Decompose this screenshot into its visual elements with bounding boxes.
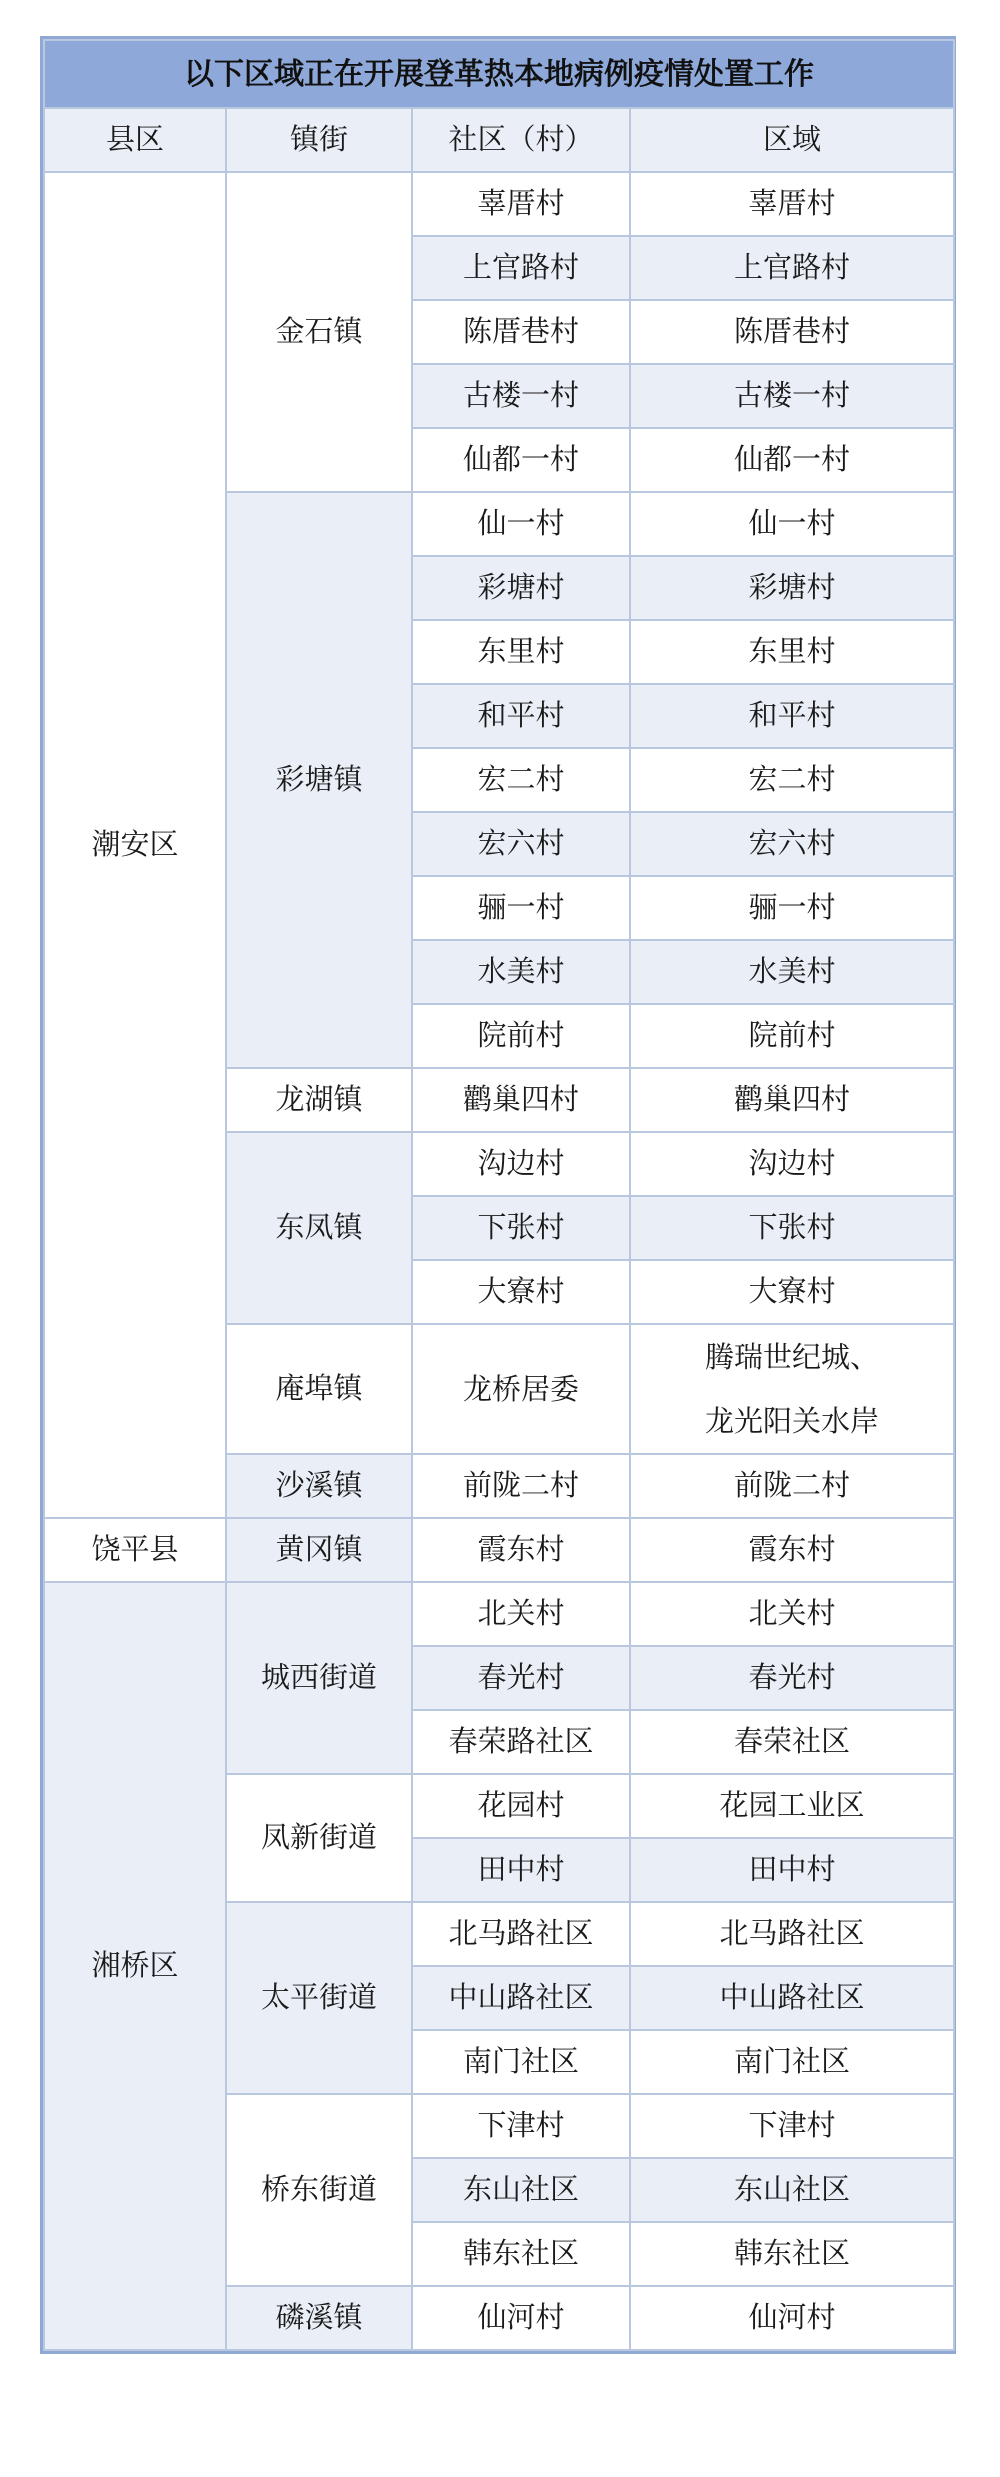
area-cell: 和平村 [630, 684, 954, 748]
town-cell: 庵埠镇 [226, 1324, 412, 1454]
town-cell: 太平街道 [226, 1902, 412, 2094]
town-cell: 磷溪镇 [226, 2286, 412, 2350]
area-cell: 中山路社区 [630, 1966, 954, 2030]
community-cell: 韩东社区 [412, 2222, 630, 2286]
table-row [44, 172, 954, 236]
community-cell: 下津村 [412, 2094, 630, 2158]
table-row [44, 1582, 954, 1646]
table-row [44, 1518, 954, 1582]
community-cell: 上官路村 [412, 236, 630, 300]
area-cell: 花园工业区 [630, 1774, 954, 1838]
area-cell: 南门社区 [630, 2030, 954, 2094]
header-town: 镇街 [226, 108, 412, 172]
area-cell: 院前村 [630, 1004, 954, 1068]
community-cell: 龙桥居委 [412, 1324, 630, 1454]
header-county: 县区 [44, 108, 226, 172]
area-cell: 春荣社区 [630, 1710, 954, 1774]
community-cell: 下张村 [412, 1196, 630, 1260]
header-community: 社区（村） [412, 108, 630, 172]
area-table [43, 39, 955, 2351]
community-cell: 沟边村 [412, 1132, 630, 1196]
area-cell: 霞东村 [630, 1518, 954, 1582]
area-cell: 仙河村 [630, 2286, 954, 2350]
area-cell: 骊一村 [630, 876, 954, 940]
town-cell: 黄冈镇 [226, 1518, 412, 1582]
community-cell: 春荣路社区 [412, 1710, 630, 1774]
area-cell: 古楼一村 [630, 364, 954, 428]
town-cell: 金石镇 [226, 172, 412, 492]
community-cell: 古楼一村 [412, 364, 630, 428]
community-cell: 仙河村 [412, 2286, 630, 2350]
community-cell: 陈厝巷村 [412, 300, 630, 364]
community-cell: 南门社区 [412, 2030, 630, 2094]
header-row [44, 108, 954, 172]
area-cell: 宏六村 [630, 812, 954, 876]
area-cell: 宏二村 [630, 748, 954, 812]
county-cell: 湘桥区 [44, 1582, 226, 2350]
area-cell: 下津村 [630, 2094, 954, 2158]
area-cell: 鹳巢四村 [630, 1068, 954, 1132]
area-cell: 陈厝巷村 [630, 300, 954, 364]
area-cell: 仙一村 [630, 492, 954, 556]
area-cell: 大寮村 [630, 1260, 954, 1324]
community-cell: 前陇二村 [412, 1454, 630, 1518]
area-cell: 仙都一村 [630, 428, 954, 492]
community-cell: 鹳巢四村 [412, 1068, 630, 1132]
community-cell: 宏六村 [412, 812, 630, 876]
area-cell: 辜厝村 [630, 172, 954, 236]
town-cell: 东凤镇 [226, 1132, 412, 1324]
area-cell: 腾瑞世纪城、 龙光阳关水岸 [630, 1324, 954, 1454]
community-cell: 北马路社区 [412, 1902, 630, 1966]
header-area: 区域 [630, 108, 954, 172]
area-cell: 北关村 [630, 1582, 954, 1646]
area-cell: 东里村 [630, 620, 954, 684]
area-cell: 彩塘村 [630, 556, 954, 620]
community-cell: 北关村 [412, 1582, 630, 1646]
community-cell: 花园村 [412, 1774, 630, 1838]
table-title: 以下区域正在开展登革热本地病例疫情处置工作 [44, 40, 954, 108]
area-cell: 前陇二村 [630, 1454, 954, 1518]
town-cell: 城西街道 [226, 1582, 412, 1774]
area-cell: 春光村 [630, 1646, 954, 1710]
community-cell: 彩塘村 [412, 556, 630, 620]
county-cell: 潮安区 [44, 172, 226, 1518]
town-cell: 桥东街道 [226, 2094, 412, 2286]
epidemic-area-table [40, 36, 956, 2354]
area-cell: 田中村 [630, 1838, 954, 1902]
area-cell: 韩东社区 [630, 2222, 954, 2286]
community-cell: 中山路社区 [412, 1966, 630, 2030]
community-cell: 大寮村 [412, 1260, 630, 1324]
community-cell: 骊一村 [412, 876, 630, 940]
community-cell: 仙都一村 [412, 428, 630, 492]
town-cell: 凤新街道 [226, 1774, 412, 1902]
table-body [44, 172, 954, 2350]
title-row [44, 40, 954, 108]
community-cell: 院前村 [412, 1004, 630, 1068]
community-cell: 东山社区 [412, 2158, 630, 2222]
area-cell: 上官路村 [630, 236, 954, 300]
community-cell: 霞东村 [412, 1518, 630, 1582]
area-cell: 东山社区 [630, 2158, 954, 2222]
community-cell: 春光村 [412, 1646, 630, 1710]
area-cell: 沟边村 [630, 1132, 954, 1196]
community-cell: 东里村 [412, 620, 630, 684]
area-cell: 水美村 [630, 940, 954, 1004]
town-cell: 沙溪镇 [226, 1454, 412, 1518]
town-cell: 龙湖镇 [226, 1068, 412, 1132]
community-cell: 辜厝村 [412, 172, 630, 236]
community-cell: 田中村 [412, 1838, 630, 1902]
community-cell: 水美村 [412, 940, 630, 1004]
county-cell: 饶平县 [44, 1518, 226, 1582]
community-cell: 宏二村 [412, 748, 630, 812]
town-cell: 彩塘镇 [226, 492, 412, 1068]
area-cell: 北马路社区 [630, 1902, 954, 1966]
community-cell: 和平村 [412, 684, 630, 748]
community-cell: 仙一村 [412, 492, 630, 556]
area-cell: 下张村 [630, 1196, 954, 1260]
